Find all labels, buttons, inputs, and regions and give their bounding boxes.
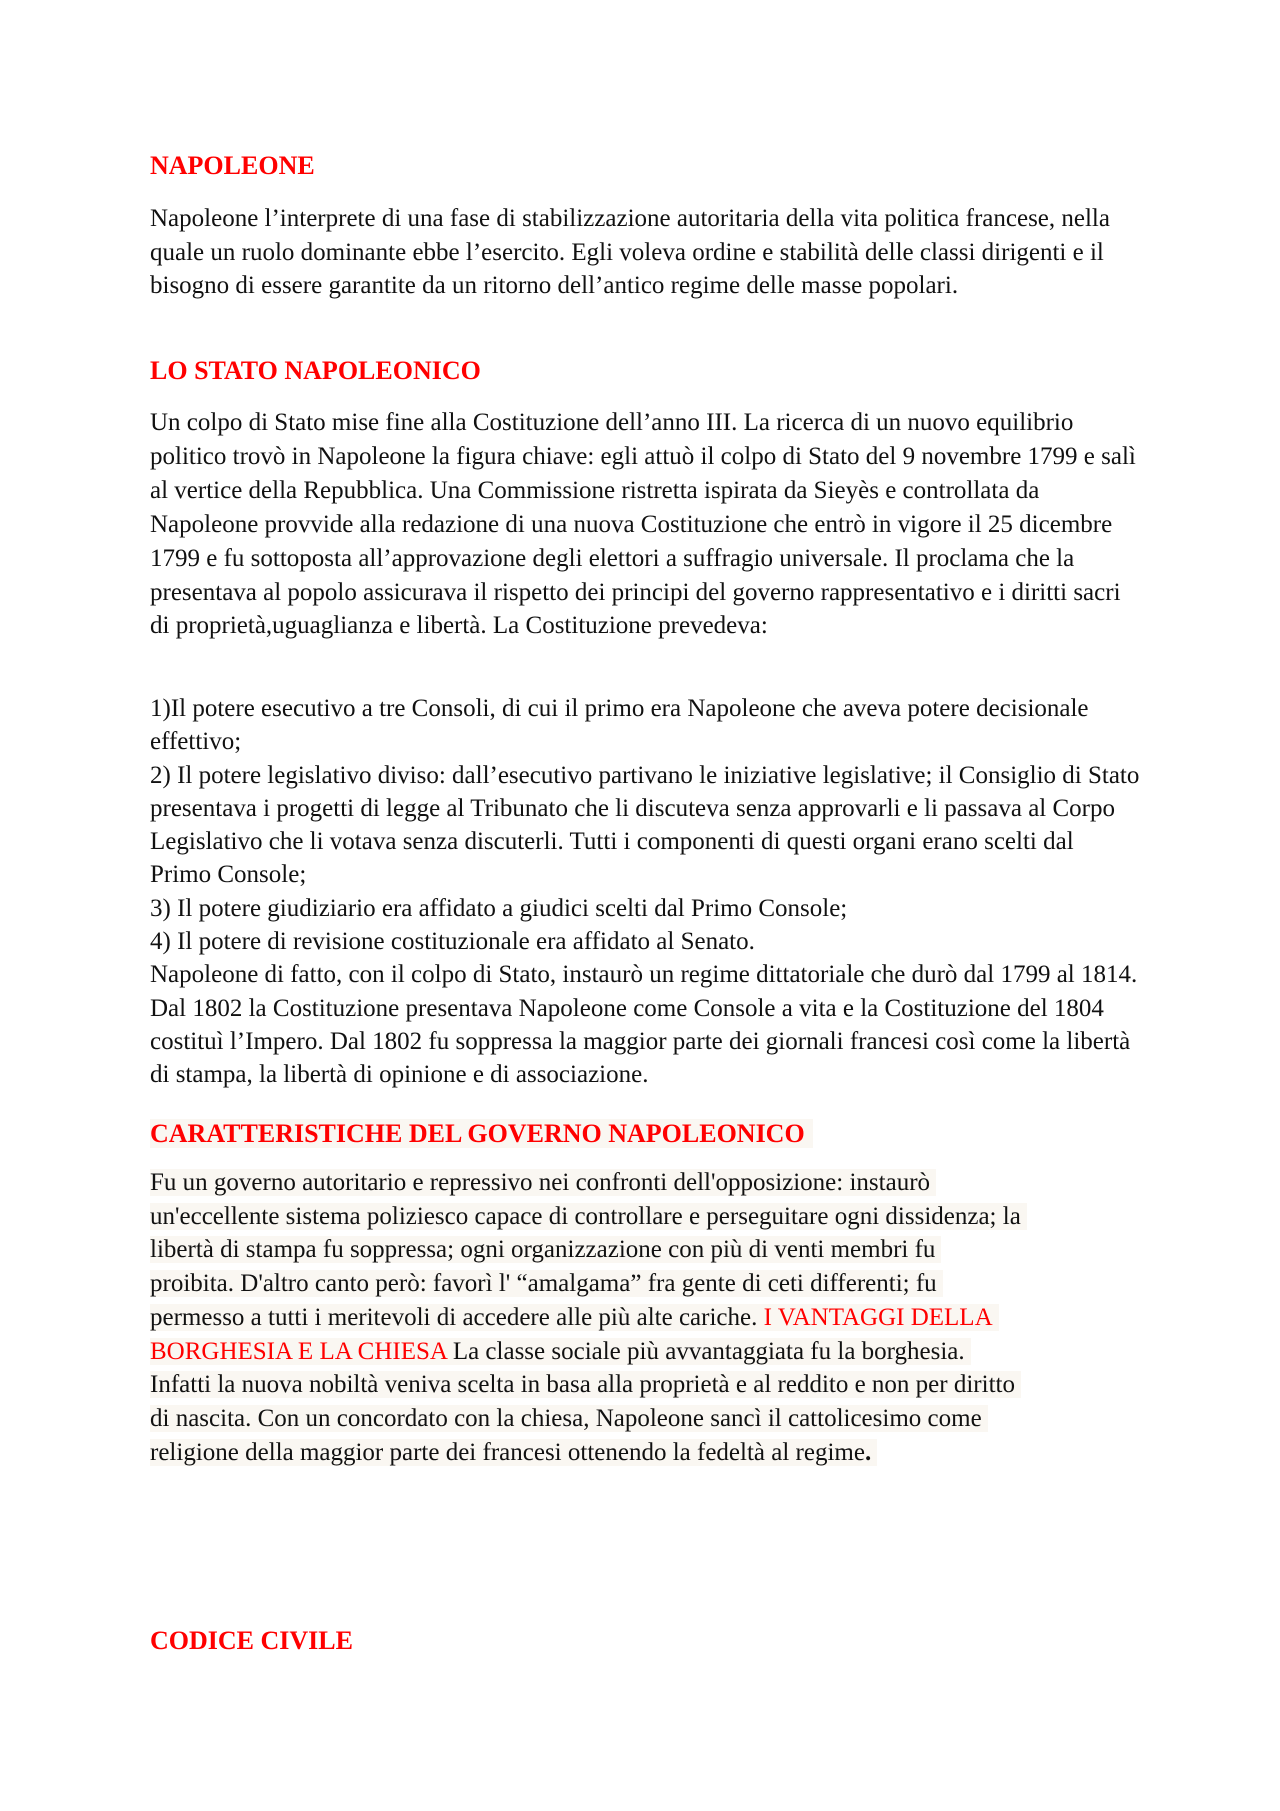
- text-line: Infatti la nuova nobiltà veniva scelta in basa alla proprietà e al reddito e non per diritto: [150, 1368, 1140, 1402]
- heading-stato-napoleonico: LO STATO NAPOLEONICO: [150, 356, 481, 385]
- heading-caratteristiche: [150, 1117, 813, 1151]
- list-item: 2) Il potere legislativo diviso: dall’esecutivo partivano le iniziative legislative; il Consiglio di Stato presentava i progetti di legge al Tribunato che li discuteva senza approvarli e li passava al Corpo Legislativo che li votava senza discuterli. Tutti i componenti di questi organi erano scelti dal Primo Console;: [150, 761, 1140, 889]
- list-item: 1)Il potere esecutivo a tre Consoli, di cui il primo era Napoleone che aveva potere decisionale effettivo;: [150, 695, 1089, 756]
- inline-heading-borghesia: BORGHESIA E LA CHIESA: [150, 1337, 447, 1365]
- text-line: religione della maggior parte dei francesi ottenendo la fedeltà al regime.: [150, 1436, 1140, 1470]
- heading-napoleone: NAPOLEONE: [150, 151, 315, 180]
- text-line: di nascita. Con un concordato con la chiesa, Napoleone sancì il cattolicesimo come: [150, 1402, 1140, 1436]
- paragraph-closing: Napoleone di fatto, con il colpo di Stato, instaurò un regime dittatoriale che durò dal 1799 al 1814. Dal 1802 la Costituzione presentava Napoleone come Console a vita e la Costituzione del 1804 costituì l’Impero. Dal 1802 fu soppressa la maggior parte dei giornali francesi così come la libertà di stampa, la libertà di opinione e di associazione.: [150, 961, 1138, 1089]
- text-line: libertà di stampa fu soppressa; ogni organizzazione con più di venti membri fu: [150, 1233, 1140, 1267]
- list-item: 3) Il potere giudiziario era affidato a giudici scelti dal Primo Console;: [150, 894, 848, 922]
- text-line: proibita. D'altro canto però: favorì l' “amalgama” fra gente di ceti differenti; fu: [150, 1267, 1140, 1301]
- heading-caratteristiche-text: CARATTERISTICHE DEL GOVERNO NAPOLEONICO: [150, 1119, 813, 1148]
- text-line: un'eccellente sistema poliziesco capace di controllare e perseguitare ogni dissidenza; la: [150, 1200, 1140, 1234]
- inline-heading-vantaggi: I VANTAGGI DELLA: [763, 1303, 993, 1331]
- paragraph-napoleone: Napoleone l’interprete di una fase di stabilizzazione autoritaria della vita politica francese, nella quale un ruolo dominante ebbe l’esercito. Egli voleva ordine e stabilità delle classi dirigenti e il bisogno di essere garantite da un ritorno dell’antico regime delle masse popolari.: [150, 205, 1110, 299]
- paragraph-stato-napoleonico: Un colpo di Stato mise fine alla Costituzione dell’anno III. La ricerca di un nuovo equilibrio politico trovò in Napoleone la figura chiave: egli attuò il colpo di Stato del 9 novembre 1799 e salì al vertice della Repubblica. Una Commissione ristretta ispirata da Sieyès e controllata da Napoleone provvide alla redazione di una nuova Costituzione che entrò in vigore il 25 dicembre 1799 e fu sottoposta all’approvazione degli elettori a suffragio universale. Il proclama che la presentava al popolo assicurava il rispetto dei principi del governo rappresentativo e i diritti sacri di proprietà,uguaglianza e libertà. La Costituzione prevedeva:: [150, 409, 1136, 640]
- list-item: 4) Il potere di revisione costituzionale era affidato al Senato.: [150, 928, 755, 956]
- text-line: permesso a tutti i meritevoli di accedere alle più alte cariche. I VANTAGGI DELLA: [150, 1301, 1140, 1335]
- text-line: Fu un governo autoritario e repressivo nei confronti dell'opposizione: instaurò: [150, 1166, 1140, 1200]
- constitution-list: [150, 692, 1140, 1092]
- text-line: BORGHESIA E LA CHIESA La classe sociale più avvantaggiata fu la borghesia.: [150, 1335, 1140, 1369]
- heading-codice-civile: CODICE CIVILE: [150, 1626, 353, 1655]
- paragraph-caratteristiche: [150, 1166, 1140, 1469]
